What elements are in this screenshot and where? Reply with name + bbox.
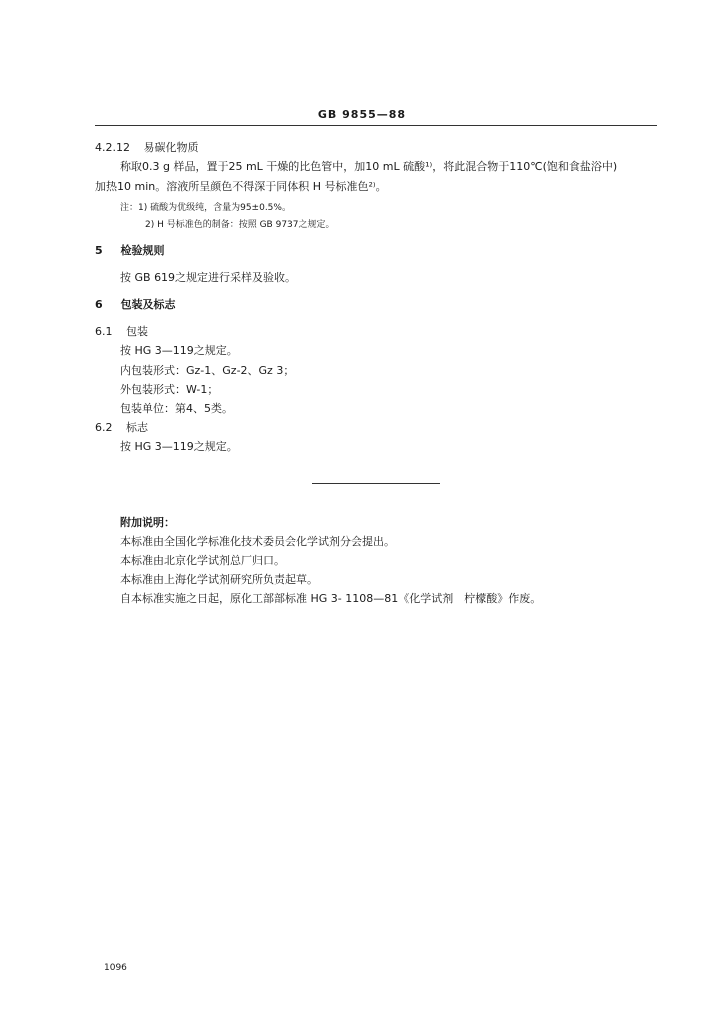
section-title: 检验规则 — [120, 244, 165, 257]
paragraph-line: 内包装形式：Gz-1、Gz-2、Gz 3； — [120, 364, 295, 377]
appendix-line: 自本标准实施之日起，原化工部部标准 HG 3- 1108—81《化学试剂 柠檬酸》作废。 — [120, 592, 542, 605]
paragraph-line: 按 HG 3—119之规定。 — [120, 440, 238, 453]
appendix-line: 本标准由北京化学试剂总厂归口。 — [120, 554, 285, 567]
section-5-heading — [95, 242, 165, 258]
running-header: GB 9855—88 — [317, 108, 407, 121]
appendix-line: 本标准由上海化学试剂研究所负责起草。 — [120, 573, 318, 586]
footnote: 2) H 号标准色的制备：按照 GB 9737之规定。 — [145, 220, 335, 230]
paragraph-line: 按 GB 619之规定进行采样及验收。 — [120, 271, 297, 284]
section-6-heading — [95, 296, 176, 312]
paragraph-line: 加热10 min。溶液所呈颜色不得深于同体积 H 号标准色²⁾。 — [95, 180, 387, 193]
footnote: 注：1) 硫酸为优级纯，含量为95±0.5%。 — [120, 203, 291, 213]
header-rule — [95, 125, 657, 126]
appendix-line: 本标准由全国化学标准化技术委员会化学试剂分会提出。 — [120, 535, 395, 548]
section-number: 6.1 — [95, 325, 113, 338]
end-rule — [312, 483, 440, 484]
section-title: 包装 — [126, 325, 148, 338]
paragraph-line: 称取0.3 g 样品，置于25 mL 干燥的比色管中，加10 mL 硫酸¹⁾，将此混合物于110℃(饱和食盐浴中) — [120, 160, 618, 173]
section-title: 易碳化物质 — [143, 141, 199, 154]
page-number: 1096 — [104, 963, 127, 973]
section-number: 4.2.12 — [95, 141, 130, 154]
paragraph-line: 按 HG 3—119之规定。 — [120, 344, 238, 357]
paragraph-line: 包装单位：第4、5类。 — [120, 402, 233, 415]
paragraph-line: 外包装形式：W-1； — [120, 383, 219, 396]
section-6-2-heading — [95, 419, 148, 435]
section-title: 包装及标志 — [120, 298, 176, 311]
appendix-title: 附加说明： — [120, 516, 175, 529]
section-4-2-12-heading — [95, 139, 199, 155]
section-title: 标志 — [126, 421, 148, 434]
section-6-1-heading — [95, 323, 148, 339]
section-number: 5 — [95, 244, 103, 257]
section-number: 6.2 — [95, 421, 113, 434]
section-number: 6 — [95, 298, 103, 311]
